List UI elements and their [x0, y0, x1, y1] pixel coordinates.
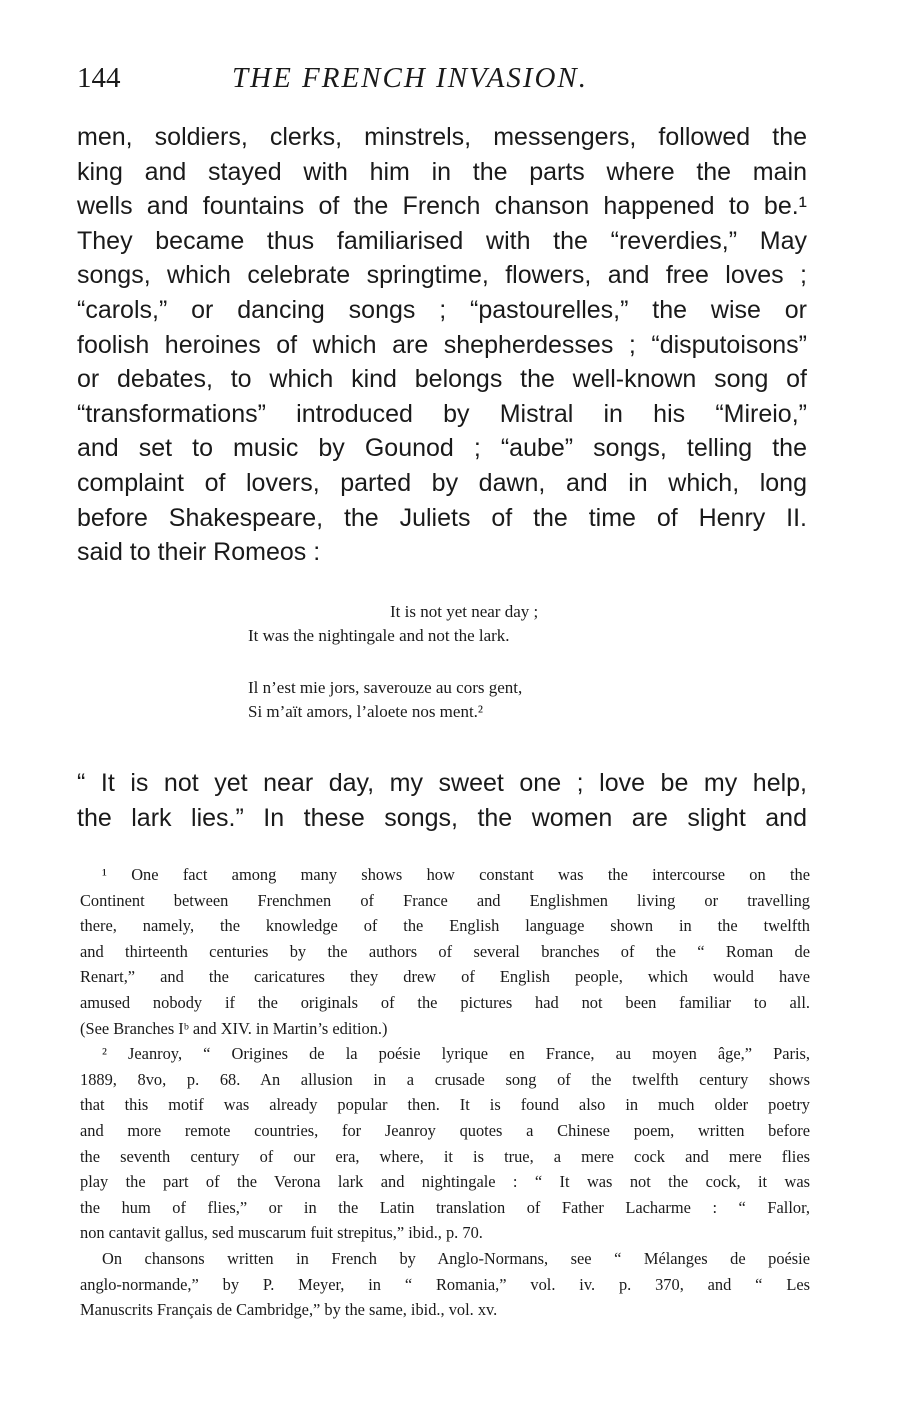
main-paragraph [77, 120, 807, 570]
footnote-line: Renart,” and the caricatures they drew of English people, which would have [80, 967, 810, 987]
footnote-line: Continent between Frenchmen of France and Englishmen living or travelling [80, 890, 810, 910]
footnote-line: (See Branches Iᵇ and XIV. in Martin’s edition.) [80, 1018, 388, 1038]
text-line: songs, which celebrate springtime, flowers, and free loves ; [77, 261, 807, 290]
text-line: and set to music by Gounod ; “aube” songs, telling the [77, 434, 807, 463]
footnote-line: that this motif was already popular then. It is found also in much older poetry [80, 1095, 810, 1115]
verse-french [248, 676, 522, 724]
footnote-line: anglo-normande,” by P. Meyer, in “ Romania,” vol. iv. p. 370, and “ Les [80, 1274, 810, 1294]
page-header [77, 62, 807, 102]
text-line: They became thus familiarised with the “reverdies,” May [77, 226, 807, 255]
footnote-line: non cantavit gallus, sed muscarum fuit strepitus,” ibid., p. 70. [80, 1223, 483, 1243]
verse-line: It is not yet near day ; [390, 602, 539, 621]
footnote-line: amused nobody if the originals of the pictures had not been familiar to all. [80, 992, 810, 1012]
text-line: king and stayed with him in the parts where the main [77, 157, 807, 186]
footnote-line: On chansons written in French by Anglo-Normans, see “ Mélanges de poésie [102, 1248, 810, 1268]
running-title: THE FRENCH INVASION. [232, 62, 589, 94]
text-line: “ It is not yet near day, my sweet one ; love be my help, [77, 769, 807, 797]
footnote-line: Manuscrits Français de Cambridge,” by the same, ibid., vol. xv. [80, 1300, 498, 1320]
footnote-line: ² Jeanroy, “ Origines de la poésie lyrique en France, au moyen âge,” Paris, [102, 1044, 810, 1064]
text-line: foolish heroines of which are shepherdesses ; “disputoisons” [77, 330, 807, 359]
footnotes [80, 862, 810, 1323]
verse-line: It was the nightingale and not the lark. [248, 626, 510, 645]
footnote-line: there, namely, the knowledge of the English language shown in the twelfth [80, 916, 810, 936]
text-line: complaint of lovers, parted by dawn, and in which, long [77, 468, 807, 497]
verse-line: Il n’est mie jors, saverouze au cors gent, [248, 678, 523, 697]
footnote-line: ¹ One fact among many shows how constant was the intercourse on the [102, 865, 810, 884]
text-line: before Shakespeare, the Juliets of the time of Henry II. [77, 503, 807, 532]
footnote-line: and thirteenth centuries by the authors of several branches of the “ Roman de [80, 941, 810, 961]
footnote-line: 1889, 8vo, p. 68. An allusion in a crusade song of the twelfth century shows [80, 1069, 810, 1089]
footnote-line: the seventh century of our era, where, it is true, a mere cock and mere flies [80, 1146, 810, 1166]
page-number: 144 [77, 62, 121, 94]
text-line: the lark lies.” In these songs, the women are slight and [77, 803, 807, 832]
text-line: men, soldiers, clerks, minstrels, messengers, followed the [77, 123, 807, 151]
footnote-line: and more remote countries, for Jeanroy quotes a Chinese poem, written before [80, 1120, 810, 1140]
text-line: wells and fountains of the French chanson happened to be.¹ [77, 192, 807, 221]
continuation-paragraph [77, 766, 807, 835]
text-line: “transformations” introduced by Mistral in his “Mireio,” [77, 399, 807, 428]
footnote-line: play the part of the Verona lark and nightingale : “ It was not the cock, it was [80, 1172, 810, 1192]
footnote-line: the hum of flies,” or in the Latin translation of Father Lacharme : “ Fallor, [80, 1197, 810, 1217]
verse-english [248, 600, 538, 648]
text-line: said to their Romeos : [77, 538, 321, 567]
verse-line: Si m’aït amors, l’aloete nos ment.² [248, 702, 484, 721]
text-line: or debates, to which kind belongs the well-known song of [77, 365, 807, 394]
text-line: “carols,” or dancing songs ; “pastourelles,” the wise or [77, 295, 807, 324]
